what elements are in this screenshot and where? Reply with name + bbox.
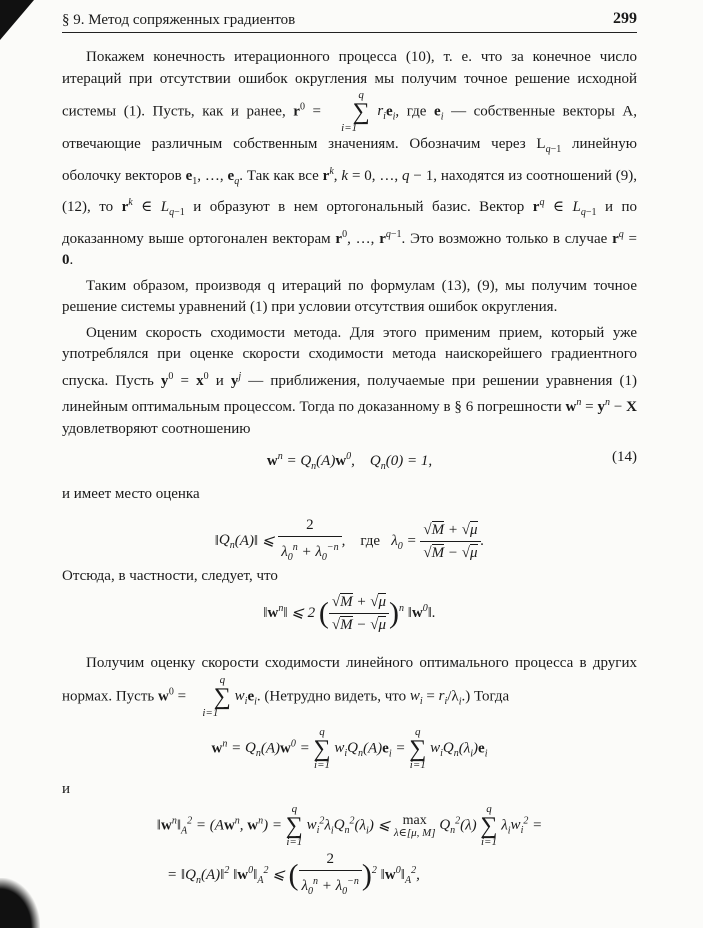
equation-estimate: $‖Q_n(A)‖$ ⩽ $\frac{2}{\lambda_0^n + \lambda_0^{-n}}$ , где $\lambda_0$ = $\frac{√M + √\mu}{√M - √\mu}$ .	[62, 514, 637, 564]
paragraph-finiteness: Покажем конечность итерационного процесса (10), т. е. что за конечное число итераций при отсутствии ошибок округления мы получим точное решение исходной системы (1). Пусть, как и ранее, $r^0 = q$ ∑ i=1 $r_ie_i$, где $e_i$ — собственные векторы A, отвечающие различным собственным значениям. Обозначим через $L_{q-1}$ линейную оболочку векторов $e_1$, …, $e_q$. Так как все $r^k$, k = 0, …, q − 1, находятся из соотношений (9), (12), то $r^k$ ∈ $L_{q-1}$ и образуют в нем ортогональный базис. Вектор $r^q$ ∈ $L_{q-1}$ и по доказанному выше ортогонален векторам $r^0$, …, $r^{q-1}$. Это возможно только в случае $r^q = 0$.	[62, 49, 638, 268]
text-estimate: и имеет место оценка	[62, 486, 200, 502]
paragraph-convergence: Оценим скорость сходимости метода. Для этого применим прием, который уже употреблялся при оценке скорости сходимости метода наискорейшего градиентного спуска. Пусть $y^0 = x^0$ и $y^j$ — приближения, получаемые при решении уравнения (1) линейным оптимальным процессом. Тогда по доказанному в § 6 погрешности $w^n = y^n - X$ удовлетворяют соотношению	[62, 324, 638, 437]
equation-14: $w^n = Q_n(A)w^0$, $Q_n(0) = 1$, (14)	[62, 446, 637, 478]
scan-corner-top	[0, 0, 34, 40]
running-header	[62, 8, 637, 30]
equation-error-bound: $‖w^n‖$ ⩽ 2 ( $\frac{√M + √\mu}{√M - √\mu}$ )$^n$ $‖w^0‖$.	[62, 591, 637, 649]
section-title: § 9. Метод сопряженных градиентов	[62, 12, 296, 28]
equation-number: (14)	[612, 449, 637, 465]
text-consequence: Отсюда, в частности, следует, что	[62, 567, 278, 584]
page-number: 299	[613, 10, 637, 27]
equation-a-norm-cont: = $‖Q_n(A)‖^2$ $‖w^0‖_A^2$ ⩽ ( $\frac{2}{\lambda_0^n + \lambda_0^{-n}}$ )$^2$ $‖w^0‖_A^2$,	[62, 848, 637, 884]
paragraph-conclusion: Таким образом, производя q итераций по формулам (13), (9), мы получим точное решение системы уравнений (1) при условии отсутствия ошибок округления.	[62, 277, 637, 315]
paragraph-other-norms: Получим оценку скорости сходимости линейного оптимального процесса в других нормах. Пусть $w^0 = q$ ∑ i=1 $w_ie_i$. (Нетрудно видеть, что $w_i = r_i/\lambda_i$.) Тогда	[62, 655, 637, 719]
equation-a-norm: $‖w^n‖_A^2 = (Aw^n$, $w^n) = q$ ∑ i=1 $w_i^2\lambda_iQ_n^2(\lambda_i)$ ⩽ max λ∈[μ, M] $Q_n^2(\lambda)$ q ∑ i=1 $\lambda_iw_i^2$ =	[156, 803, 543, 848]
header-rule	[62, 32, 637, 33]
text-and: и	[62, 780, 71, 797]
book-page	[62, 8, 638, 897]
scan-corner-bottom	[0, 878, 40, 928]
equation-expansion: $w^n = Q_n(A)w^0 = q$ ∑ i=1 $w_iQ_n(A)e_i = q$ ∑ i=1 $w_iQ_n(\lambda_i)e_i$	[211, 725, 488, 771]
